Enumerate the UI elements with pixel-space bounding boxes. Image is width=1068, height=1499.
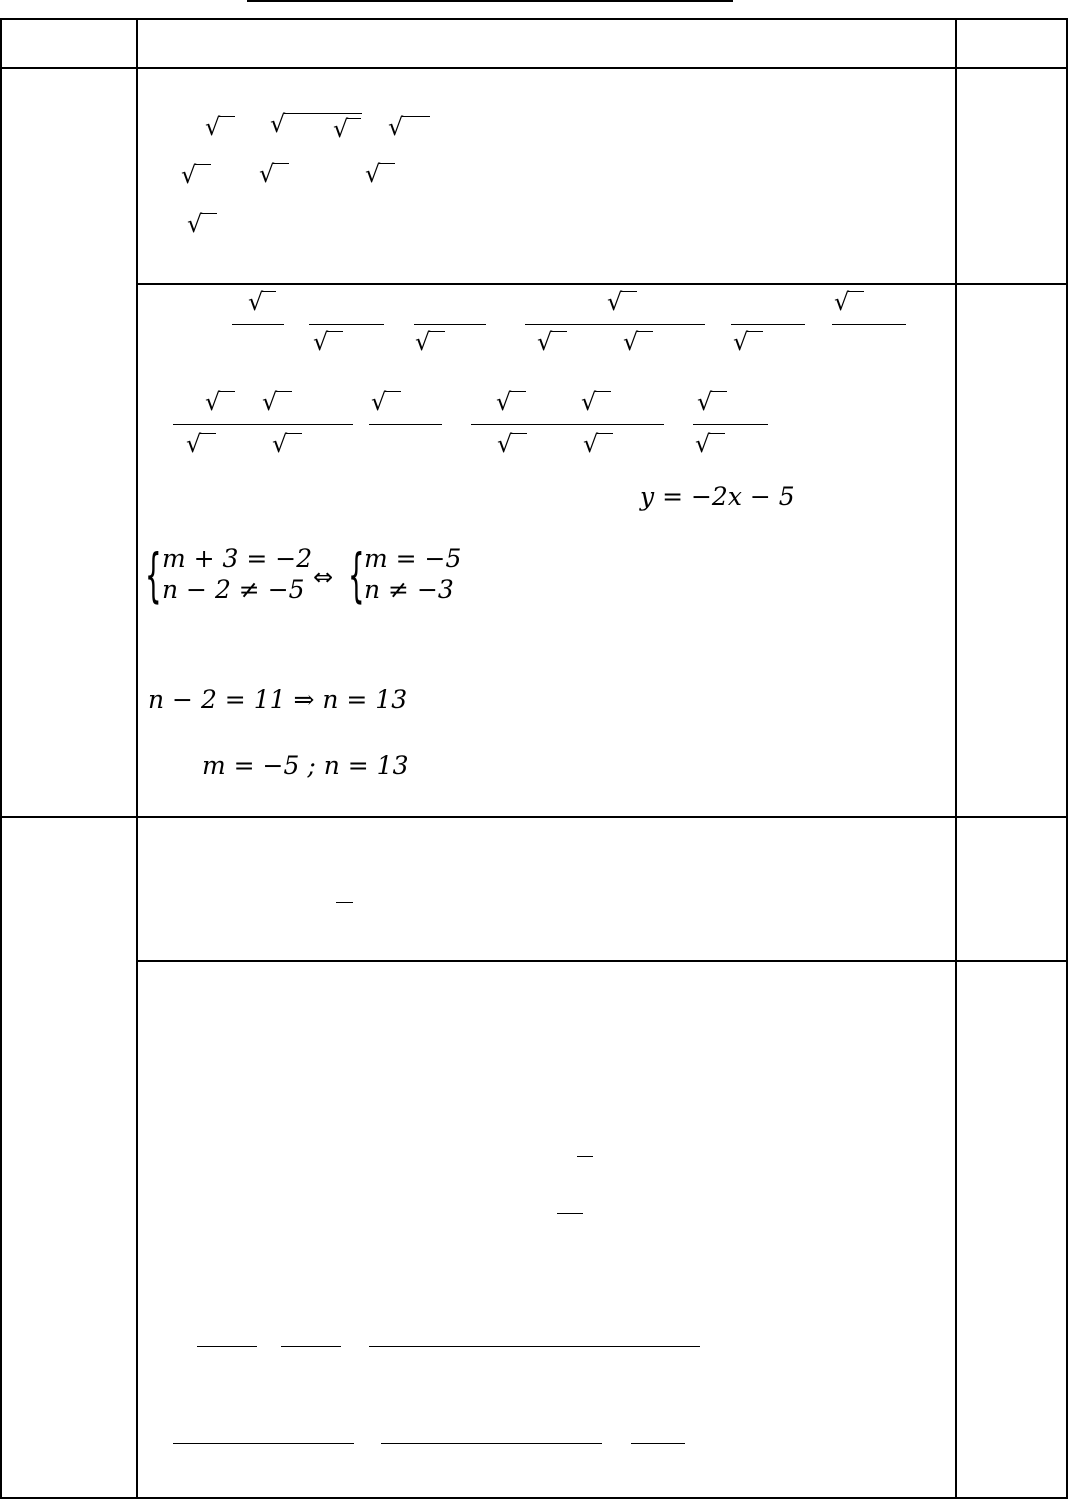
system-right-row-1: m = −5	[364, 544, 462, 573]
fraction-bar	[471, 424, 664, 425]
brace-left: {	[145, 541, 162, 609]
brace-right: {	[348, 541, 365, 609]
row-2a-divider	[136, 960, 1068, 962]
system-right	[364, 543, 461, 605]
fraction-bar	[309, 324, 384, 325]
column-divider-1	[136, 18, 138, 1499]
fraction-bar	[173, 424, 353, 425]
fraction-bar	[281, 1346, 341, 1347]
system-left-row-2: n − 2 ≠ −5	[162, 575, 305, 604]
fraction-bar	[336, 902, 353, 903]
final-result: m = −5 ; n = 13	[202, 751, 409, 780]
fraction-bar	[381, 1443, 602, 1444]
fraction-bar	[832, 324, 906, 325]
n-equation: n − 2 = 11 ⇒ n = 13	[148, 685, 408, 714]
header-row-divider	[0, 67, 1068, 69]
system-left	[162, 543, 312, 605]
fraction-bar	[731, 324, 805, 325]
fraction-bar	[631, 1443, 685, 1444]
line-equation: y = −2x − 5	[640, 482, 795, 511]
fraction-bar	[197, 1346, 257, 1347]
fraction-bar	[232, 324, 284, 325]
table-border-left	[0, 18, 2, 1499]
fraction-bar	[525, 324, 705, 325]
system-left-row-1: m + 3 = −2	[162, 544, 313, 573]
fraction-bar	[577, 1156, 593, 1157]
system-right-row-2: n ≠ −3	[364, 575, 454, 604]
column-divider-2	[955, 18, 957, 1499]
fraction-bar	[369, 1346, 700, 1347]
fraction-bar	[369, 424, 442, 425]
fraction-bar	[173, 1443, 354, 1444]
question-1-divider	[0, 816, 1068, 818]
row-1a-divider	[136, 283, 1068, 285]
fraction-bar	[557, 1213, 583, 1214]
fraction-bar	[414, 324, 486, 325]
fraction-bar	[693, 424, 768, 425]
table-border-top	[0, 18, 1068, 20]
equivalence-symbol: ⇔	[313, 563, 334, 591]
